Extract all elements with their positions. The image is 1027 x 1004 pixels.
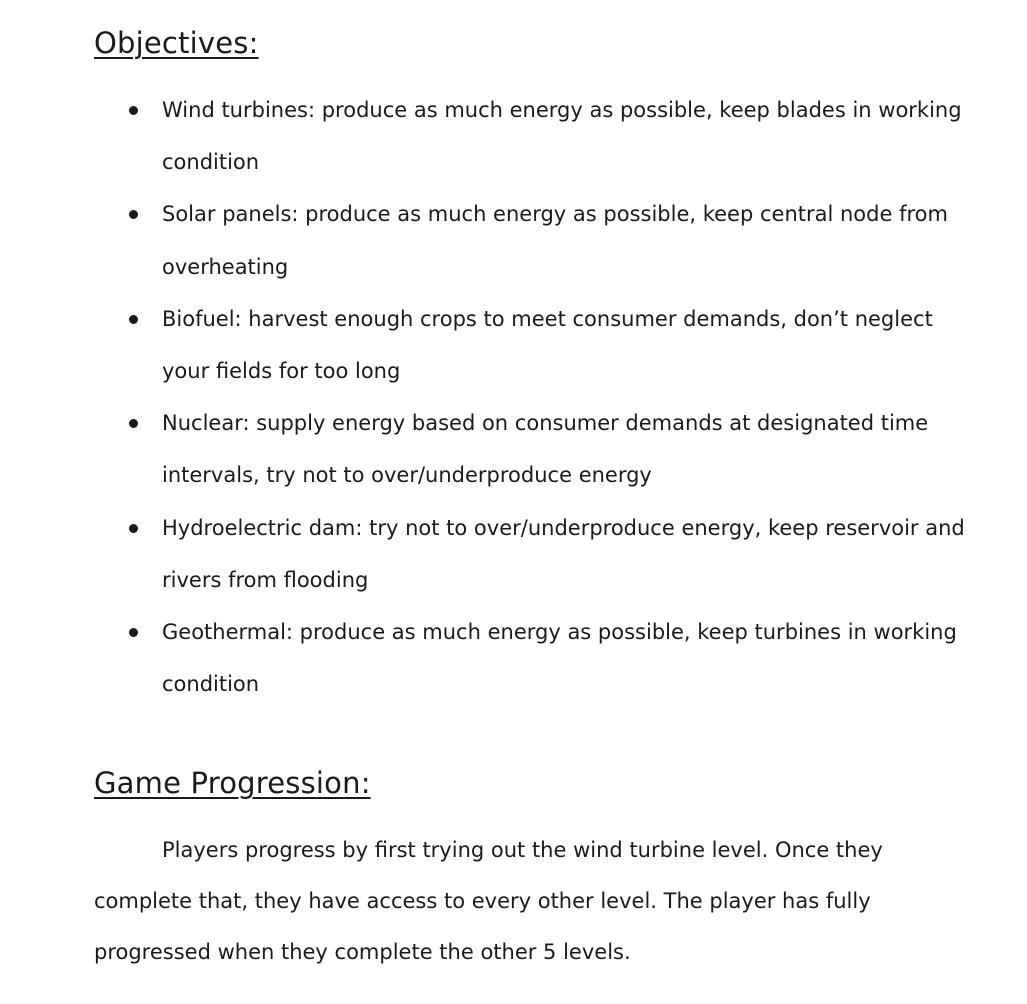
game-progression-paragraph: Players progress by first trying out the wind turbine level. Once they complete that, they have access to every other level. The player has fully progressed when they complete the other 5 levels. (94, 838, 883, 964)
bullet-icon (129, 106, 138, 115)
list-item (0, 397, 982, 501)
objective-text: Solar panels: produce as much energy as possible, keep central node from overheating (162, 202, 948, 279)
bullet-icon (129, 524, 138, 533)
list-item (0, 293, 982, 397)
objectives-list (0, 84, 982, 710)
bullet-icon (129, 210, 138, 219)
objective-text: Wind turbines: produce as much energy as possible, keep blades in working condition (162, 98, 962, 175)
objectives-heading: Objectives: (94, 26, 259, 60)
bullet-icon (129, 628, 138, 637)
list-item (0, 502, 982, 606)
list-item (0, 188, 982, 292)
objective-text: Biofuel: harvest enough crops to meet consumer demands, don’t neglect your fields for too long (162, 306, 933, 384)
list-item (0, 606, 982, 710)
list-item (0, 84, 982, 188)
objective-text: Hydroelectric dam: try not to over/underproduce energy, keep reservoir and rivers from flooding (162, 515, 965, 592)
bullet-icon (129, 315, 138, 324)
bullet-icon (129, 419, 138, 428)
objective-text: Geothermal: produce as much energy as possible, keep turbines in working condition (162, 620, 957, 697)
game-progression-heading: Game Progression: (94, 766, 371, 800)
objective-text: Nuclear: supply energy based on consumer demands at designated time intervals, try not to over/underproduce energy (162, 411, 929, 488)
